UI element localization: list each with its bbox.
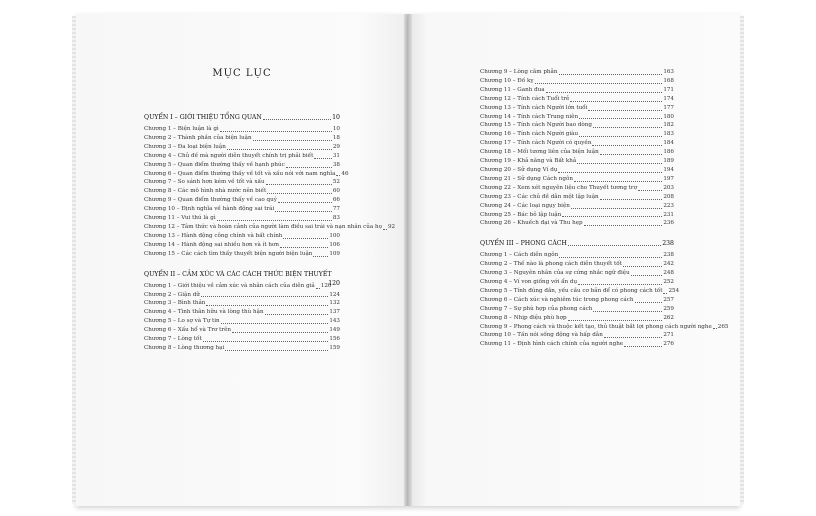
dot-leader bbox=[568, 245, 661, 246]
toc-entry-page: 236 bbox=[663, 220, 674, 227]
dot-leader bbox=[280, 247, 328, 248]
toc-list bbox=[480, 68, 674, 228]
toc-entry-title: Chương 6 – Xấu hổ và Trơ trẽn bbox=[144, 327, 231, 334]
dot-leader bbox=[313, 256, 328, 257]
dot-leader bbox=[201, 296, 328, 297]
open-book bbox=[76, 14, 740, 506]
toc-entry[interactable] bbox=[144, 187, 340, 196]
toc-entry[interactable] bbox=[480, 166, 674, 175]
toc-entry-title: Chương 7 – Sự phù hợp của phong cách bbox=[480, 305, 593, 312]
toc-entry-page: 83 bbox=[332, 215, 340, 222]
toc-entry[interactable] bbox=[144, 344, 340, 353]
toc-entry-page: 242 bbox=[663, 261, 674, 268]
dot-leader bbox=[631, 275, 663, 276]
toc-entry-title: Chương 5 – Tính đúng đắn, yếu cầu cơ bản để có phong cách tốt bbox=[480, 287, 663, 294]
toc-entry-page: 184 bbox=[663, 140, 674, 147]
toc-entry-title: Chương 9 – Phong cách và thuộc kết tạo, thủ thuật bắt lợi phong cách người nghe bbox=[480, 323, 712, 330]
dot-leader bbox=[578, 284, 662, 285]
toc-entry[interactable] bbox=[144, 143, 340, 152]
dot-leader bbox=[559, 74, 663, 75]
toc-list bbox=[480, 251, 729, 349]
toc-entry[interactable] bbox=[480, 331, 674, 340]
toc-entry-page: 156 bbox=[329, 336, 340, 343]
dot-leader bbox=[275, 211, 332, 212]
dot-leader bbox=[663, 293, 667, 294]
toc-entry[interactable] bbox=[144, 170, 349, 179]
toc-entry-page: 189 bbox=[663, 158, 674, 165]
right-page bbox=[408, 14, 740, 506]
toc-entry-page: 100 bbox=[329, 232, 340, 239]
toc-entry[interactable] bbox=[480, 148, 674, 157]
dot-leader bbox=[624, 346, 662, 347]
toc-entry-title: Chương 18 – Mối tương liên của biện luận bbox=[480, 149, 599, 156]
toc-entry-page: 203 bbox=[663, 184, 674, 191]
toc-part-heading[interactable] bbox=[480, 239, 674, 248]
toc-entry-page: 171 bbox=[663, 86, 674, 93]
toc-entry[interactable] bbox=[144, 335, 340, 344]
toc-entry[interactable] bbox=[480, 104, 674, 113]
toc-entry[interactable] bbox=[144, 308, 340, 317]
toc-entry-title: Chương 15 – Các cách tìm thấy thuyết biện người biện luận bbox=[144, 250, 313, 257]
toc-entry-title: Chương 14 – Hành động sai nhiều hơn và ít hơn bbox=[144, 241, 279, 248]
dot-leader bbox=[263, 119, 331, 120]
toc-entry-title: Chương 25 – Bác bỏ lập luận bbox=[480, 211, 562, 218]
toc-entry-page: 197 bbox=[663, 175, 674, 182]
dot-leader bbox=[232, 332, 328, 333]
book-spine bbox=[404, 14, 412, 506]
toc-entry-title: Chương 4 – Tình thân hữu và lòng thù hận bbox=[144, 309, 264, 316]
dot-leader bbox=[217, 220, 332, 221]
toc-entry-title: Chương 14 – Tính cách Trung niên bbox=[480, 113, 579, 120]
toc-entry-title: Chương 26 – Khuếch đại và Thu hẹp bbox=[480, 220, 583, 227]
toc-entry-page: 238 bbox=[663, 252, 674, 259]
toc-entry[interactable] bbox=[144, 205, 340, 214]
toc-entry[interactable] bbox=[480, 68, 674, 77]
toc-entry-page: 180 bbox=[663, 113, 674, 120]
toc-entry-title: Chương 15 – Tính cách Người bao dòng bbox=[480, 122, 592, 129]
toc-entry-title: Chương 10 – Đố kỵ bbox=[480, 77, 534, 84]
toc-entry[interactable] bbox=[144, 161, 340, 170]
dot-leader bbox=[588, 110, 662, 111]
toc-entry-title: Chương 20 – Sử dụng Ví dụ bbox=[480, 166, 558, 173]
toc-entry-title: Chương 6 – Quan điểm thường thấy về tốt và xấu nói với nam nghĩa bbox=[144, 170, 336, 177]
toc-entry-title: Chương 11 – Vui thú là gì bbox=[144, 215, 216, 222]
toc-entry-page: 106 bbox=[329, 241, 340, 248]
toc-entry-title: Chương 8 – Lòng thương hại bbox=[144, 344, 225, 351]
toc-entry-page: 257 bbox=[663, 296, 674, 303]
toc-entry[interactable] bbox=[144, 125, 340, 134]
toc-entry-title: Chương 1 – Biện luận là gì bbox=[144, 126, 219, 132]
part-label: QUYỂN II – CẢM XÚC VÀ CÁC CÁCH THỨC BIỆN THUYẾT bbox=[144, 270, 332, 278]
toc-entry-title: Chương 12 – Tâm thức và hoàn cảnh của người làm điều sai trái và nạn nhân của họ bbox=[144, 223, 382, 230]
toc-entry-page: 254 bbox=[668, 287, 680, 294]
toc-entry-title: Chương 9 – Lòng căm phẫn bbox=[480, 69, 558, 75]
left-page bbox=[76, 14, 408, 506]
dot-leader bbox=[558, 172, 662, 173]
toc-entry-title: Chương 8 – Nhịp điệu phù hợp bbox=[480, 314, 567, 321]
toc-entry[interactable] bbox=[480, 193, 674, 202]
toc-entry[interactable] bbox=[144, 152, 340, 161]
part-label: QUYỂN I – GIỚI THIỆU TỔNG QUAN bbox=[144, 114, 262, 121]
toc-entry-title: Chương 3 – Đa loại biện luận bbox=[144, 143, 226, 150]
toc-entry[interactable] bbox=[480, 86, 674, 95]
toc-entry-page: 276 bbox=[663, 341, 674, 348]
toc-entry-page: 259 bbox=[663, 305, 674, 312]
toc-entry-page: 120 bbox=[320, 282, 332, 289]
toc-entry-page: 262 bbox=[663, 314, 674, 321]
toc-entry-title: Chương 17 – Tính cách Người có quyền bbox=[480, 140, 592, 147]
toc-entry-page: 137 bbox=[329, 309, 340, 316]
toc-entry-page: 183 bbox=[663, 131, 674, 138]
toc-entry[interactable] bbox=[480, 202, 674, 211]
toc-entry-title: Chương 24 – Các loại ngụy biện bbox=[480, 202, 570, 209]
toc-entry[interactable] bbox=[144, 317, 340, 326]
toc-entry-page: 248 bbox=[663, 270, 674, 277]
toc-entry-page: 186 bbox=[663, 149, 674, 156]
toc-entry[interactable] bbox=[480, 121, 674, 130]
toc-entry-page: 18 bbox=[332, 134, 340, 141]
toc-entry-title: Chương 7 – So sánh hơn kém về tốt và xấu bbox=[144, 179, 265, 186]
toc-entry[interactable] bbox=[480, 278, 674, 287]
toc-entry-title: Chương 3 – Nguyên nhân của sự cứng nhắc ngữ điệu bbox=[480, 270, 630, 277]
toc-entry[interactable] bbox=[480, 340, 674, 349]
toc-entry-title: Chương 21 – Sử dụng Cách ngôn bbox=[480, 175, 573, 182]
toc-entry-page: 124 bbox=[329, 291, 340, 298]
page-edge-right bbox=[740, 16, 744, 504]
toc-entry-page: 182 bbox=[663, 122, 674, 129]
toc-entry-page: 10 bbox=[332, 126, 340, 132]
toc-entry-title: Chương 23 – Các chủ đề dẫn một lập luận bbox=[480, 193, 599, 200]
dot-leader bbox=[713, 328, 717, 329]
dot-leader bbox=[570, 101, 662, 102]
toc-entry[interactable] bbox=[480, 287, 680, 296]
toc-entry-page: 31 bbox=[332, 152, 340, 159]
dot-leader bbox=[278, 202, 332, 203]
part-page: 238 bbox=[662, 240, 674, 248]
dot-leader bbox=[383, 229, 387, 230]
toc-entry-title: Chương 4 – Ví von giống với ẩn dụ bbox=[480, 279, 578, 286]
dot-leader bbox=[574, 181, 662, 182]
dot-leader bbox=[227, 149, 332, 150]
toc-entry-page: 149 bbox=[329, 327, 340, 334]
dot-leader bbox=[206, 305, 328, 306]
dot-leader bbox=[266, 184, 332, 185]
toc-entry-title: Chương 6 – Cách xúc và nghiêm túc trong phong cách bbox=[480, 296, 634, 303]
toc-entry-page: 231 bbox=[663, 211, 674, 218]
toc-entry[interactable] bbox=[480, 251, 674, 260]
toc-entry[interactable] bbox=[480, 296, 674, 305]
dot-leader bbox=[220, 131, 332, 132]
toc-entry-title: Chương 7 – Lòng tốt bbox=[144, 336, 202, 343]
toc-entry[interactable] bbox=[480, 113, 674, 122]
toc-entry[interactable] bbox=[480, 323, 729, 332]
dot-leader bbox=[593, 127, 662, 128]
toc-entry-page: 77 bbox=[332, 206, 340, 213]
toc-entry-title: Chương 16 – Tính cách Người giàu bbox=[480, 131, 579, 138]
toc-entry[interactable] bbox=[144, 299, 340, 308]
dot-leader bbox=[253, 140, 332, 141]
toc-entry[interactable] bbox=[480, 184, 674, 193]
dot-leader bbox=[203, 341, 329, 342]
dot-leader bbox=[221, 323, 329, 324]
dot-leader bbox=[283, 238, 328, 239]
dot-leader bbox=[559, 257, 662, 258]
toc-entry-title: Chương 8 – Các mô hình nhà nước nên biết bbox=[144, 188, 267, 195]
toc-entry-title: Chương 3 – Bình thản bbox=[144, 300, 206, 307]
toc-entry-title: Chương 11 – Ganh đua bbox=[480, 86, 545, 93]
dot-leader bbox=[546, 92, 663, 93]
toc-entry-page: 38 bbox=[332, 161, 340, 168]
toc-entry-title: Chương 9 – Quan điểm thường thấy về cao quý bbox=[144, 197, 277, 204]
toc-entry-page: 132 bbox=[329, 300, 340, 307]
toc-entry[interactable] bbox=[480, 157, 674, 166]
toc-entry-title: Chương 22 – Xem xét nguyên liệu cho Thuyết tương trợ bbox=[480, 184, 637, 191]
toc-entry[interactable] bbox=[480, 175, 674, 184]
toc-entry[interactable] bbox=[480, 139, 674, 148]
part-page: 10 bbox=[332, 114, 340, 121]
toc-entry-page: 143 bbox=[329, 318, 340, 325]
toc-entry[interactable] bbox=[144, 250, 340, 259]
toc-entry-title: Chương 2 – Giận dữ bbox=[144, 291, 200, 298]
dot-leader bbox=[584, 225, 663, 226]
dot-leader bbox=[577, 163, 662, 164]
toc-entry[interactable] bbox=[480, 314, 674, 323]
toc-entry-page: 265 bbox=[717, 323, 729, 330]
page-edge-left bbox=[72, 16, 76, 504]
dot-leader bbox=[225, 350, 328, 351]
dot-leader bbox=[571, 208, 662, 209]
toc-entry[interactable] bbox=[144, 241, 340, 250]
dot-leader bbox=[568, 320, 663, 321]
dot-leader bbox=[592, 145, 662, 146]
toc-left-column bbox=[144, 110, 396, 353]
dot-leader bbox=[593, 311, 662, 312]
dot-leader bbox=[316, 288, 320, 289]
dot-leader bbox=[286, 167, 332, 168]
toc-entry[interactable] bbox=[480, 305, 674, 314]
toc-entry-page: 52 bbox=[332, 179, 340, 186]
toc-entry[interactable] bbox=[480, 260, 674, 269]
dot-leader bbox=[265, 314, 329, 315]
toc-entry-page: 168 bbox=[663, 77, 674, 84]
toc-entry[interactable] bbox=[480, 130, 674, 139]
dot-leader bbox=[579, 118, 662, 119]
toc-entry[interactable] bbox=[144, 178, 340, 187]
toc-entry-page: 92 bbox=[387, 223, 396, 230]
toc-entry-page: 29 bbox=[332, 143, 340, 150]
dot-leader bbox=[267, 193, 332, 194]
toc-entry[interactable] bbox=[144, 291, 340, 300]
dot-leader bbox=[579, 136, 662, 137]
toc-entry[interactable] bbox=[480, 211, 674, 220]
toc-entry[interactable] bbox=[144, 214, 340, 223]
toc-part-heading[interactable] bbox=[144, 113, 340, 122]
toc-entry[interactable] bbox=[480, 219, 674, 228]
toc-entry-page: 163 bbox=[663, 69, 674, 75]
toc-entry-title: Chương 4 – Chủ đề mà người diễn thuyết chính trị phải biết bbox=[144, 152, 314, 159]
dot-leader bbox=[623, 266, 662, 267]
dot-leader bbox=[635, 302, 663, 303]
toc-entry-title: Chương 1 – Cách diễn ngôn bbox=[480, 252, 559, 259]
page-title: MỤC LỤC bbox=[212, 68, 272, 79]
toc-entry[interactable] bbox=[144, 232, 340, 241]
dot-leader bbox=[604, 337, 663, 338]
toc-entry-title: Chương 10 – Định nghĩa về hành động sai trái bbox=[144, 206, 275, 213]
toc-list bbox=[144, 125, 396, 259]
toc-entry-title: Chương 13 – Tính cách Người lớn tuổi bbox=[480, 104, 588, 111]
dot-leader bbox=[638, 190, 662, 191]
toc-entry-title: Chương 11 – Định hình cách chính của người nghe bbox=[480, 341, 624, 348]
dot-leader bbox=[562, 216, 662, 217]
toc-entry-title: Chương 19 – Khả năng và Bất khả bbox=[480, 158, 577, 165]
toc-entry-page: 66 bbox=[332, 197, 340, 204]
toc-entry-page: 271 bbox=[663, 332, 674, 339]
toc-entry-title: Chương 13 – Hành động công chính và bất chính bbox=[144, 232, 283, 239]
toc-entry-page: 109 bbox=[329, 250, 340, 257]
toc-entry-page: 208 bbox=[663, 193, 674, 200]
dot-leader bbox=[336, 175, 340, 176]
toc-entry-page: 194 bbox=[663, 166, 674, 173]
toc-entry-page: 159 bbox=[329, 344, 340, 351]
dot-leader bbox=[600, 199, 663, 200]
toc-entry-title: Chương 5 – Lo sợ và Tự tin bbox=[144, 318, 220, 325]
dot-leader bbox=[600, 154, 663, 155]
toc-entry[interactable] bbox=[144, 282, 332, 291]
toc-entry[interactable] bbox=[144, 326, 340, 335]
toc-entry-title: Chương 12 – Tính cách Tuổi trẻ bbox=[480, 95, 570, 102]
toc-entry-title: Chương 1 – Giới thiệu về cảm xúc và nhân cách của diễn giả bbox=[144, 282, 315, 289]
toc-entry[interactable] bbox=[480, 269, 674, 278]
part-label: QUYỂN III – PHONG CÁCH bbox=[480, 240, 567, 248]
toc-entry-title: Chương 2 – Thành phần của biện luận bbox=[144, 134, 252, 141]
toc-entry-page: 46 bbox=[341, 170, 349, 177]
toc-entry-page: 60 bbox=[332, 188, 340, 195]
toc-entry[interactable] bbox=[144, 196, 340, 205]
toc-entry-title: Chương 10 – Tần nói sống động và hấp dẫn bbox=[480, 332, 603, 339]
toc-entry-page: 177 bbox=[663, 104, 674, 111]
toc-entry-page: 252 bbox=[663, 279, 674, 286]
toc-entry-title: Chương 2 – Thế nào là phong cách diễn thuyết tốt bbox=[480, 261, 622, 268]
toc-entry[interactable] bbox=[480, 95, 674, 104]
toc-entry[interactable] bbox=[144, 134, 340, 143]
dot-leader bbox=[314, 158, 332, 159]
toc-entry[interactable] bbox=[144, 223, 396, 232]
part-page: 120 bbox=[328, 279, 340, 287]
toc-entry[interactable] bbox=[480, 77, 674, 86]
toc-right-column bbox=[480, 68, 729, 349]
toc-list bbox=[144, 282, 340, 353]
toc-entry-page: 223 bbox=[663, 202, 674, 209]
dot-leader bbox=[535, 83, 663, 84]
toc-entry-title: Chương 5 – Quan điểm thường thấy về hạnh phúc bbox=[144, 161, 285, 168]
toc-entry-page: 174 bbox=[663, 95, 674, 102]
